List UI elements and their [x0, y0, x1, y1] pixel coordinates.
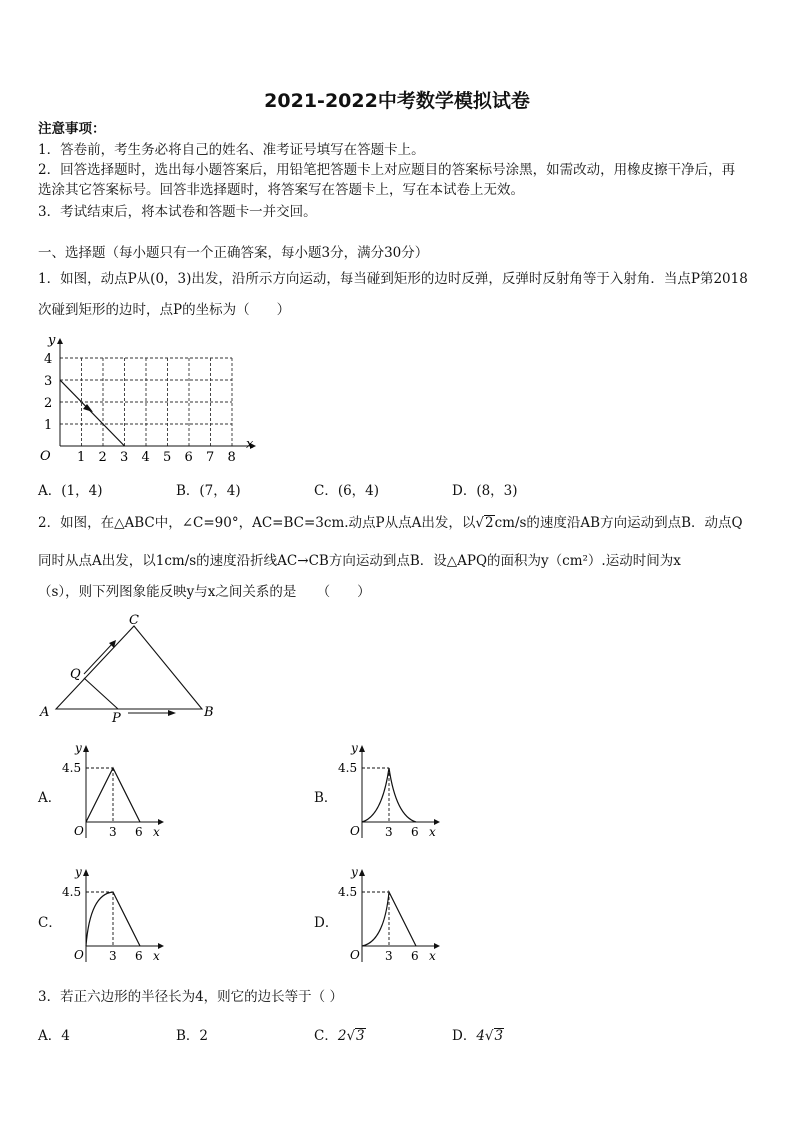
q1-stem-line1: 1．如图，动点P从(0，3)出发，沿所示方向运动，每当碰到矩形的边时反弹，反弹时反射角等于入射角．当点P第2018: [38, 271, 748, 287]
svg-text:y: y: [75, 865, 82, 879]
svg-text:4.5: 4.5: [338, 885, 358, 899]
svg-text:x: x: [153, 825, 160, 839]
svg-text:3: 3: [109, 949, 117, 963]
q1-x-tick: 7: [206, 450, 215, 465]
q2-option-d-label: D．: [314, 915, 339, 931]
svg-text:y: y: [351, 741, 358, 755]
svg-text:6: 6: [411, 825, 419, 839]
svg-text:y: y: [75, 741, 82, 755]
q1-y-label: y: [48, 333, 56, 348]
q1-x-tick: 2: [98, 450, 107, 465]
q3-stem: 3．若正六边形的半径长为4，则它的边长等于（ ）: [38, 989, 343, 1005]
q1-y-tick: 1: [44, 418, 53, 433]
notice-item: 选涂其它答案标号。回答非选择题时，将答案写在答题卡上，写在本试卷上无效。: [38, 182, 524, 198]
q1-x-tick: 3: [120, 450, 129, 465]
sqrt-symbol: √3: [346, 1028, 365, 1044]
q1-x-label: x: [246, 437, 254, 452]
q1-y-tick: 3: [44, 374, 53, 389]
q1-y-tick: 4: [44, 352, 53, 367]
sqrt-radicand: 2: [485, 515, 494, 531]
q3-option-d: D．4√3: [452, 1028, 504, 1044]
vertex-b: B: [204, 705, 214, 720]
q1-grid: [60, 358, 232, 446]
svg-text:3: 3: [385, 949, 393, 963]
q1-option-c: C．(6，4): [314, 483, 380, 499]
q1-x-tick: 1: [77, 450, 86, 465]
svg-text:O: O: [350, 948, 360, 962]
notice-heading: 注意事项：: [38, 121, 106, 137]
q2-stem-part2: cm/s的速度沿AB方向运动到点B．动点Q: [494, 515, 743, 531]
arrow-q-direction: [84, 643, 113, 674]
notice-item: 1．答卷前，考生务必将自己的姓名、准考证号填写在答题卡上。: [38, 142, 425, 158]
q2-graph-c: [56, 864, 176, 964]
svg-text:4.5: 4.5: [338, 761, 358, 775]
q2-option-c-label: C．: [38, 915, 62, 931]
q2-stem-line3: （s），则下列图象能反映y与x之间关系的是 （ ）: [38, 584, 371, 600]
q1-option-a: A．(1，4): [38, 483, 103, 499]
svg-text:O: O: [350, 824, 360, 838]
point-p: P: [112, 711, 121, 724]
svg-text:x: x: [153, 949, 160, 963]
svg-text:x: x: [429, 825, 436, 839]
q1-x-tick: 8: [227, 450, 236, 465]
svg-text:x: x: [429, 949, 436, 963]
q1-figure: [30, 330, 260, 470]
q2-option-b-label: B．: [314, 790, 338, 806]
q2-triangle-figure: [34, 612, 224, 724]
svg-text:4.5: 4.5: [62, 885, 82, 899]
q3-option-a: A．4: [38, 1028, 70, 1044]
section-heading: 一、选择题（每小题只有一个正确答案，每小题3分，满分30分）: [38, 245, 429, 261]
q2-stem-line2: 同时从点A出发，以1cm/s的速度沿折线AC→CB方向运动到点B．设△APQ的面积为y（cm²）.运动时间为x: [38, 553, 681, 569]
q3-option-c: C．2√3: [314, 1028, 365, 1044]
q3-option-b: B．2: [176, 1028, 209, 1044]
page-title: 2021-2022中考数学模拟试卷: [264, 90, 530, 112]
q2-graph-d: [332, 864, 452, 964]
sqrt-symbol: √2: [475, 515, 494, 531]
point-q: Q: [70, 667, 81, 682]
svg-text:3: 3: [109, 825, 117, 839]
q2-graph-b: [332, 740, 452, 840]
q1-origin: O: [40, 449, 51, 464]
svg-text:6: 6: [411, 949, 419, 963]
q1-path-line: [60, 380, 125, 446]
svg-text:O: O: [74, 824, 84, 838]
q1-x-tick: 5: [163, 450, 172, 465]
q1-option-d: D．(8，3): [452, 483, 518, 499]
svg-text:3: 3: [385, 825, 393, 839]
q1-option-b: B．(7，4): [176, 483, 241, 499]
q1-y-tick: 2: [44, 396, 53, 411]
q1-x-tick: 6: [184, 450, 193, 465]
vertex-a: A: [40, 705, 50, 720]
svg-text:O: O: [74, 948, 84, 962]
q1-stem-line2: 次碰到矩形的边时，点P的坐标为（ ）: [38, 302, 291, 318]
q1-x-tick: 4: [141, 450, 150, 465]
q2-stem-line1: [38, 514, 743, 533]
segment-qp: [84, 678, 118, 709]
svg-text:4.5: 4.5: [62, 761, 82, 775]
svg-text:6: 6: [135, 825, 143, 839]
notice-item: 3．考试结束后，将本试卷和答题卡一并交回。: [38, 204, 317, 220]
vertex-c: C: [129, 613, 139, 628]
q2-option-a-label: A．: [38, 790, 62, 806]
svg-text:6: 6: [135, 949, 143, 963]
sqrt-symbol: √3: [484, 1028, 504, 1044]
q2-graph-a: [56, 740, 176, 840]
svg-text:y: y: [351, 865, 358, 879]
q2-stem-part1: 2．如图，在△ABC中，∠C=90°，AC=BC=3cm.动点P从点A出发，以: [38, 515, 476, 531]
notice-item: 2．回答选择题时，选出每小题答案后，用铅笔把答题卡上对应题目的答案标号涂黑，如需改动，用橡皮擦干净后，再: [38, 162, 736, 178]
